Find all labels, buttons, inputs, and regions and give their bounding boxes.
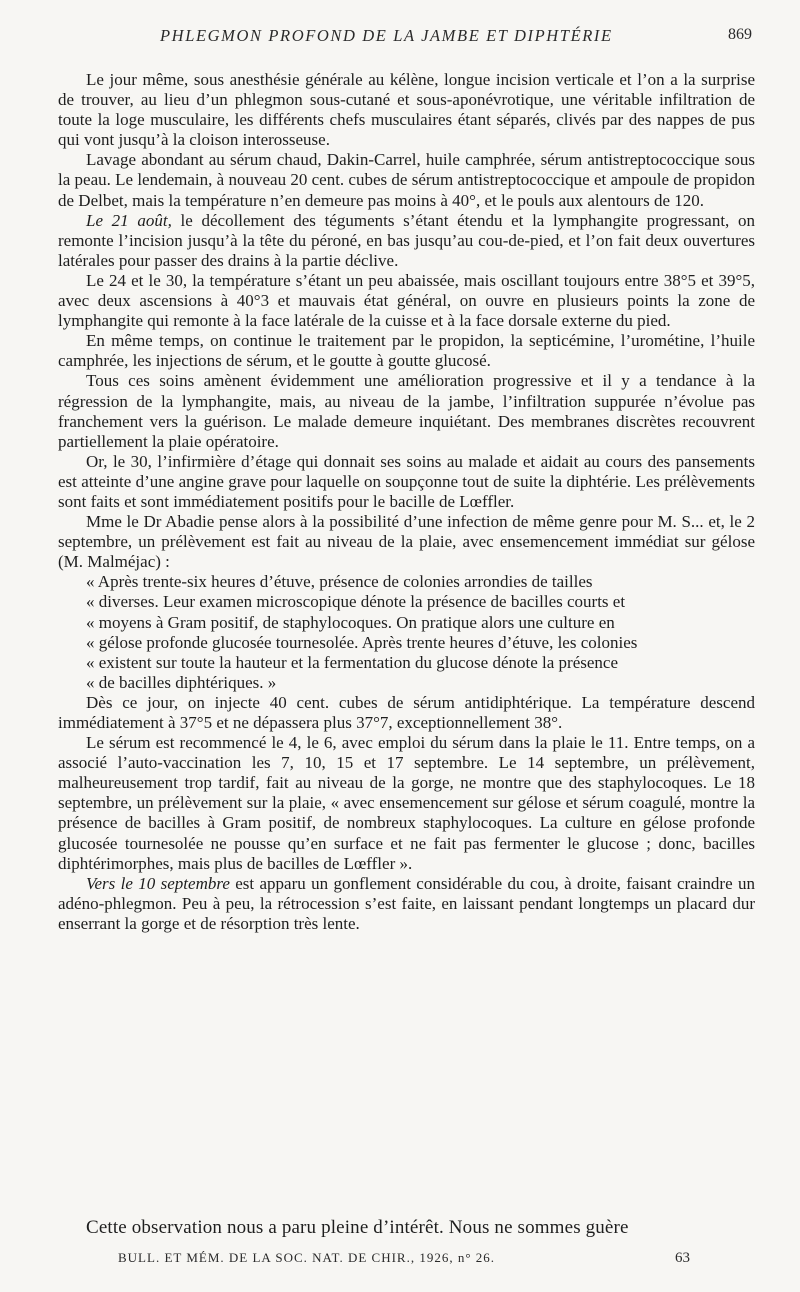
running-title: PHLEGMON PROFOND DE LA JAMBE ET DIPHTÉRIE xyxy=(160,26,613,45)
journal-citation: BULL. ET MÉM. DE LA SOC. NAT. DE CHIR., 1926, n° 26. xyxy=(118,1250,496,1265)
quote-line: « de bacilles diphtériques. » xyxy=(86,672,277,692)
quote-line: « moyens à Gram positif, de staphylocoques. On pratique alors une culture en xyxy=(86,612,615,632)
paragraph: Or, le 30, l’infirmière d’étage qui donnait ses soins au malade et aidait au cours des pansements est atteinte d’une angine grave pour laquelle on soupçonne tout de suite la diphtérie. Les prélèvements sont faits et sont immédiatement positifs pour le bacille de Lœffler. xyxy=(58,451,755,511)
quote-line: « Après trente-six heures d’étuve, présence de colonies arrondies de tailles xyxy=(86,572,593,592)
page-number: 869 xyxy=(728,26,752,43)
lab-report-quote xyxy=(58,572,755,693)
paragraph: Dès ce jour, on injecte 40 cent. cubes de sérum antidiphtérique. La température descend immédiatement à 37°5 et ne dépassera plus 37°7, exceptionnellement 38°. xyxy=(58,692,755,732)
date-lead: Le 21 août, xyxy=(86,210,172,230)
quote-line: « existent sur toute la hauteur et la fermentation du glucose dénote la présence xyxy=(86,652,618,672)
quote-line: « diverses. Leur examen microscopique dénote la présence de bacilles courts et xyxy=(86,592,626,612)
paragraph: Le sérum est recommencé le 4, le 6, avec emploi du sérum dans la plaie le 11. Entre temps, on a associé l’auto-vaccination les 7, 10, 15 et 17 septembre. Le 14 septembre, un prélèvement, malheureusement trop tardif, fait au niveau de la gorge, ne montre que des staphylocoques. Le 18 septembre, un prélèvement sur la plaie, « avec ensemencement sur gélose et sérum coagulé, montre la présence de bacilles à Gram positif, de nombreux staphylocoques. La culture en gélose profonde glucosée tournesolée ne pousse qu’en surface et ne fait pas fermenter le glucose ; donc, bacilles diphtérimorphes, mais plus de bacilles de Lœffler ». xyxy=(58,733,755,873)
paragraph: Le jour même, sous anesthésie générale au kélène, longue incision verticale et l’on a la surprise de trouver, au lieu d’un phlegmon sous-cutané et sous-aponévrotique, une véritable infiltration de toute la loge musculaire, les différents chefs musculaires étant séparés, clivés par des nappes de pus qui vont jusqu’à la cloison interosseuse. xyxy=(58,70,755,150)
body-text xyxy=(58,70,755,934)
paragraph: En même temps, on continue le traitement par le propidon, la septicémine, l’urométine, l’huile camphrée, les injections de sérum, et le goutte à goutte glucosé. xyxy=(58,331,755,371)
running-head xyxy=(0,26,800,50)
paragraph xyxy=(58,874,755,934)
paragraph: Tous ces soins amènent évidemment une amélioration progressive et il y a tendance à la régression de la lymphangite, mais, au niveau de la jambe, l’infiltration suppurée n’évolue pas franchement vers la guérison. Le malade demeure inquiétant. Des membranes discrètes recouvrent partiellement la plaie opératoire. xyxy=(58,371,755,451)
paragraph: Mme le Dr Abadie pense alors à la possibilité d’une infection de même genre pour M. S... et, le 2 septembre, un prélèvement est fait au niveau de la plaie, avec ensemencement immédiat sur gélose (M. Malméjac) : xyxy=(58,512,755,572)
quote-line: « gélose profonde glucosée tournesolée. Après trente heures d’étuve, les colonies xyxy=(86,632,638,652)
paragraph: Le 24 et le 30, la température s’étant un peu abaissée, mais oscillant toujours entre 38°5 et 39°5, avec deux ascensions à 40°3 et mauvais état général, on ouvre en plusieurs points la zone de lymphangite qui remonte à la face latérale de la cuisse et à la face dorsale externe du pied. xyxy=(58,270,755,331)
paragraph-text: le décollement des téguments s’étant étendu et la lymphangite progressant, on remonte l’incision jusqu’à la tête du péroné, en bas jusqu’au cou-de-pied, et l’on fait deux ouvertures latérales pour passer des drains à la partie déclive. xyxy=(58,210,755,270)
page-footer xyxy=(0,1250,800,1272)
paragraph xyxy=(58,211,755,271)
paragraph-text: est apparu un gonflement considérable du cou, à droite, faisant craindre un adéno-phlegmon. Peu à peu, la rétrocession s’est faite, en laissant pendant longtemps un placard dur enserrant la gorge et de résorption très lente. xyxy=(58,873,755,933)
date-lead: Vers le 10 septembre xyxy=(86,873,230,893)
closing-line: Cette observation nous a paru pleine d’intérêt. Nous ne sommes guère xyxy=(86,1217,629,1238)
sheet-number: 63 xyxy=(675,1250,690,1266)
paragraph: Lavage abondant au sérum chaud, Dakin-Carrel, huile camphrée, sérum antistreptococcique sous la peau. Le lendemain, à nouveau 20 cent. cubes de sérum antistreptococcique et ampoule de propidon de Delbet, mais la température n’en demeure pas moins à 40°, et le pouls aux alentours de 120. xyxy=(58,150,755,210)
